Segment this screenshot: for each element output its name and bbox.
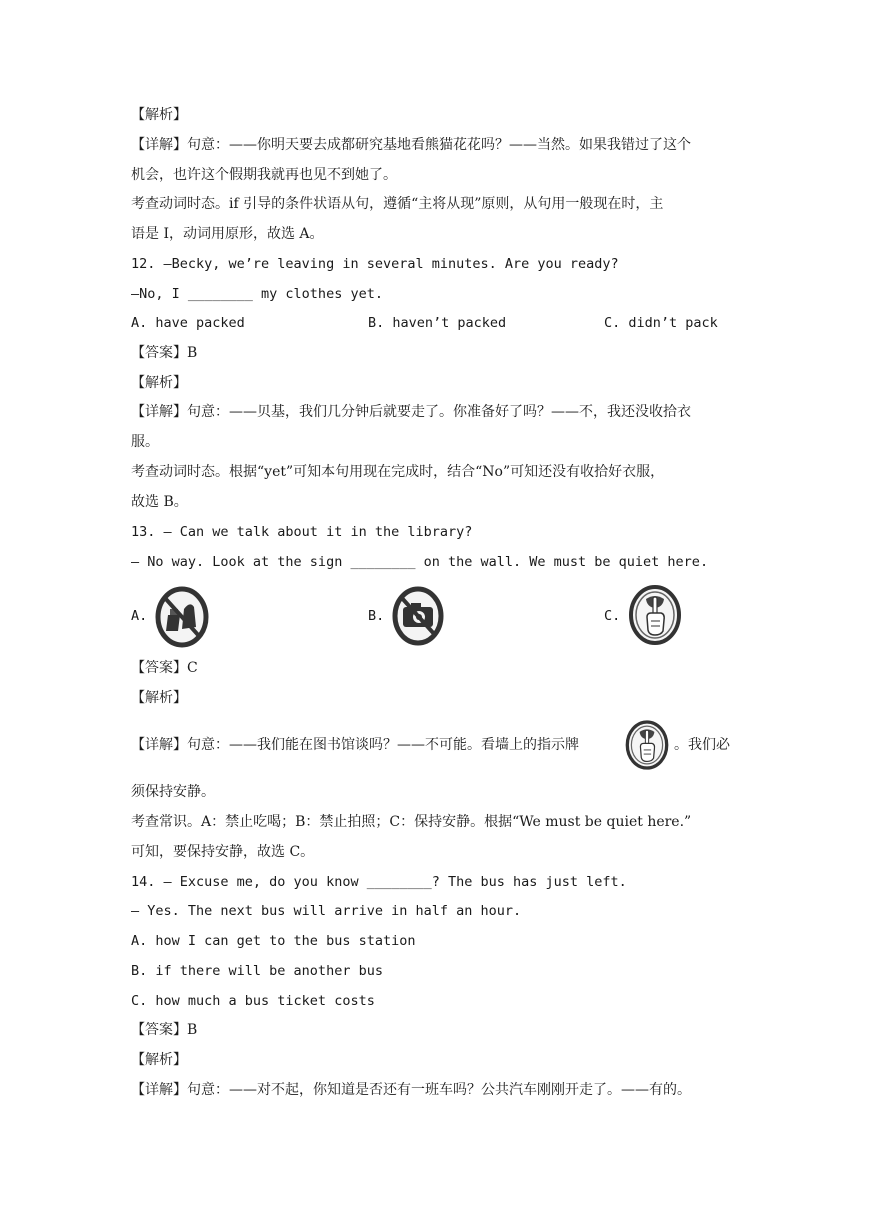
q13-option-b-label: B. — [368, 608, 385, 624]
q14-option-a: A. how I can get to the bus station — [131, 933, 416, 949]
analysis-heading: 【解析】 — [131, 107, 187, 123]
exam-point-text: 考查动词时态。if 引导的条件状语从句，遵循“主将从现”原则，从句用一般现在时，主 — [131, 196, 664, 212]
quiet-sign-icon — [627, 583, 683, 647]
q13-stem: — No way. Look at the sign ________ on the wall. We must be quiet here. — [131, 554, 709, 570]
detail-text: 机会，也许这个假期我就再也见不到她了。 — [131, 167, 397, 183]
q14-answer: 【答案】B — [131, 1022, 198, 1038]
q13-detail: 【详解】句意：——我们能在图书馆谈吗？——不可能。看墙上的指示牌 — [131, 737, 579, 753]
q14-stem: — Yes. The next bus will arrive in half an hour. — [131, 903, 522, 919]
q12-exam-point: 故选 B。 — [131, 494, 188, 510]
quiet-sign-inline-icon — [624, 718, 670, 776]
q13-stem: 13. — Can we talk about it in the library? — [131, 524, 473, 540]
q12-option-a: A. have packed — [131, 315, 245, 331]
no-food-drink-sign-icon — [154, 585, 210, 649]
q14-stem: 14. — Excuse me, do you know ________? The bus has just left. — [131, 874, 627, 890]
q13-answer: 【答案】C — [131, 660, 198, 676]
q12-analysis-heading: 【解析】 — [131, 375, 187, 391]
q12-stem: —No, I ________ my clothes yet. — [131, 286, 383, 302]
q12-detail: 【详解】句意：——贝基，我们几分钟后就要走了。你准备好了吗？——不，我还没收拾衣 — [131, 404, 691, 420]
q14-option-c: C. how much a bus ticket costs — [131, 993, 375, 1009]
q12-option-b: B. haven’t packed — [368, 315, 507, 331]
q14-option-b: B. if there will be another bus — [131, 963, 383, 979]
q12-option-c: C. didn’t pack — [604, 315, 718, 331]
q13-detail: 须保持安静。 — [131, 784, 215, 800]
q13-detail: 。我们必 — [674, 737, 730, 753]
q13-exam-point: 考查常识。A：禁止吃喝；B：禁止拍照；C：保持安静。根据“We must be quiet here.” — [131, 814, 692, 830]
q12-stem: 12. —Becky, we’re leaving in several minutes. Are you ready? — [131, 256, 619, 272]
q13-exam-point: 可知，要保持安静，故选 C。 — [131, 844, 315, 860]
q14-analysis-heading: 【解析】 — [131, 1052, 187, 1068]
q13-option-a-label: A. — [131, 608, 148, 624]
q12-detail: 服。 — [131, 434, 159, 450]
no-camera-sign-icon — [391, 585, 445, 647]
q14-detail: 【详解】句意：——对不起，你知道是否还有一班车吗？公共汽车刚刚开走了。——有的。 — [131, 1082, 691, 1098]
q13-option-c-label: C. — [604, 608, 621, 624]
q12-answer: 【答案】B — [131, 345, 198, 361]
detail-text: 【详解】句意：——你明天要去成都研究基地看熊猫花花吗？——当然。如果我错过了这个 — [131, 137, 691, 153]
q13-analysis-heading: 【解析】 — [131, 690, 187, 706]
exam-point-text: 语是 I，动词用原形，故选 A。 — [131, 226, 324, 242]
q12-exam-point: 考查动词时态。根据“yet”可知本句用现在完成时，结合“No”可知还没有收拾好衣服， — [131, 464, 665, 480]
